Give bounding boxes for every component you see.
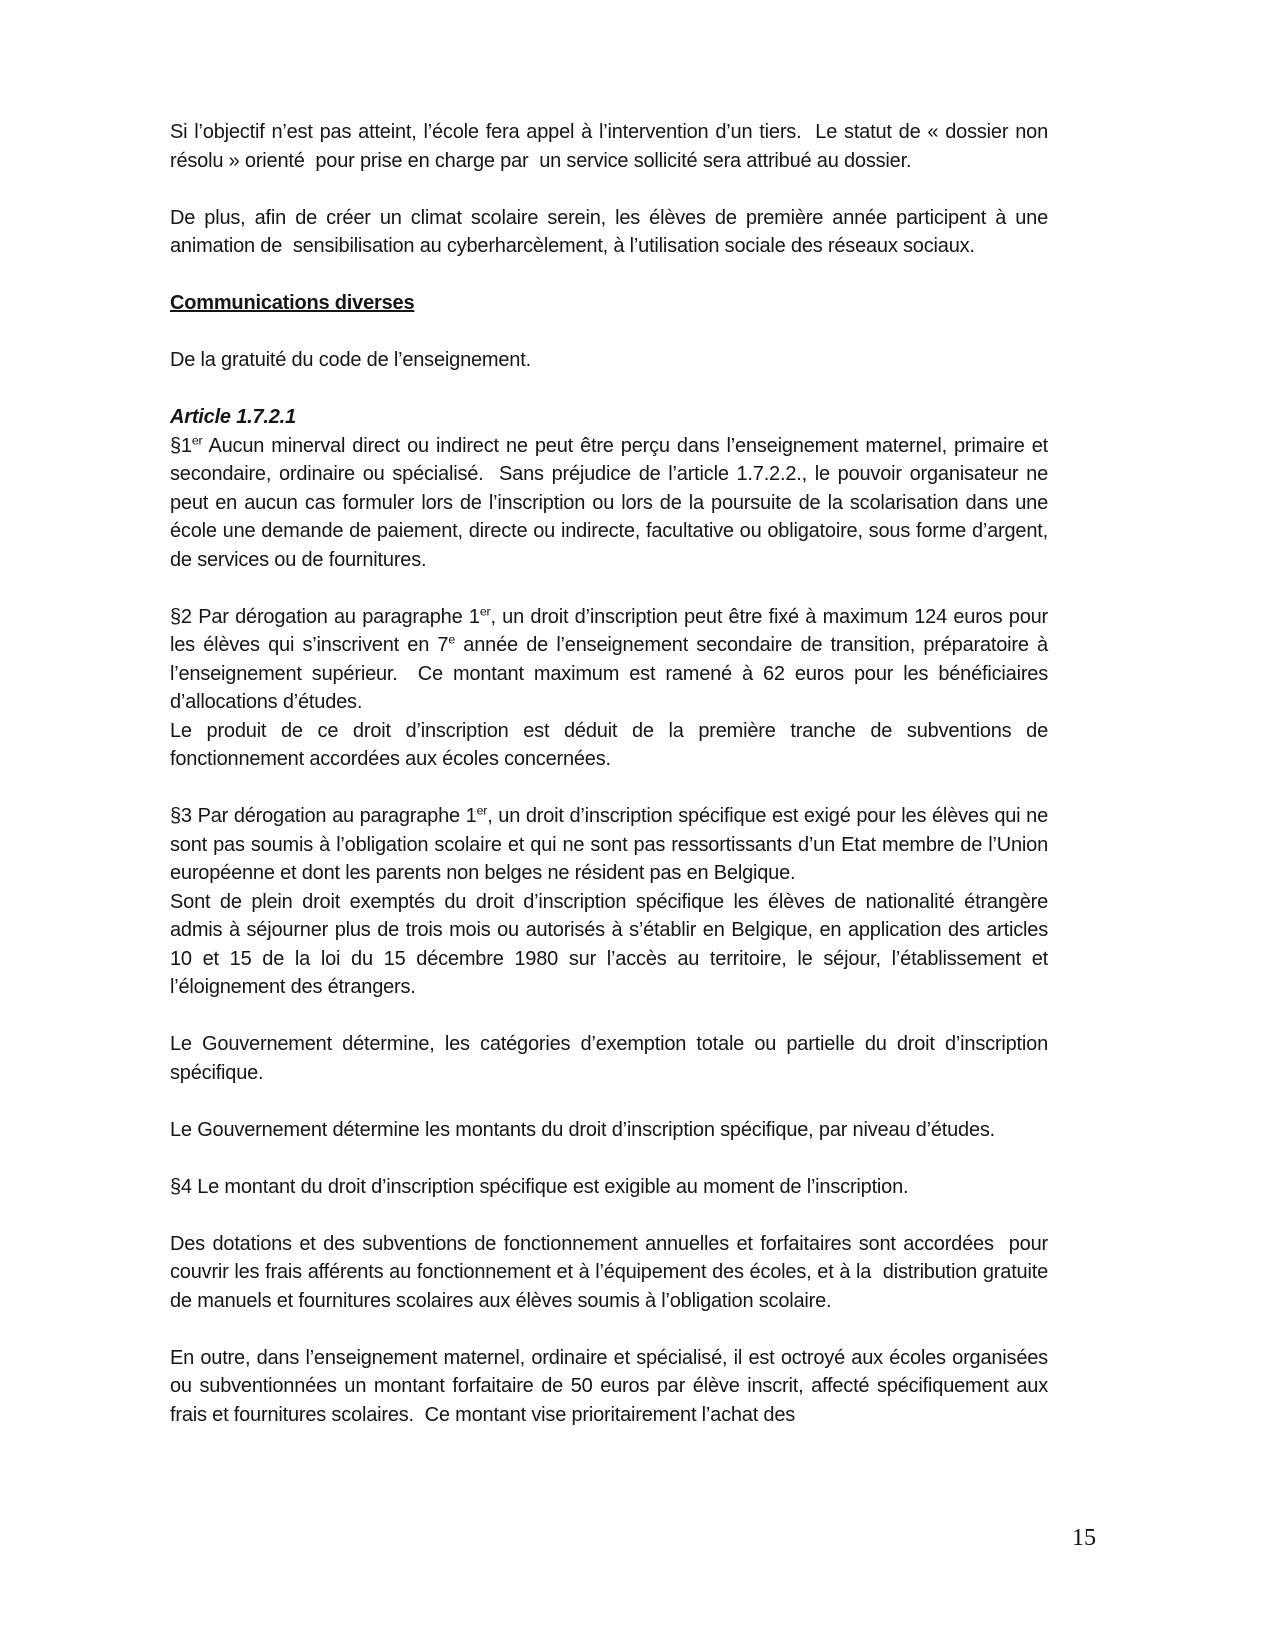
text-run: §2 Par dérogation au paragraphe 1 xyxy=(170,605,480,628)
para-s4-exigible xyxy=(170,1173,1048,1202)
text-run: §1 xyxy=(170,434,192,457)
document-body xyxy=(170,118,1054,1458)
text-run: Le produit de ce droit d’inscription est déduit de la première tranche de subventions de fonctionnement accordées aux écoles concernées. xyxy=(170,719,1054,770)
para-gratuite-code xyxy=(170,346,1048,375)
para-s2-droit-inscription xyxy=(170,603,1054,717)
superscript-text: er xyxy=(476,803,488,818)
text-run: , un droit d’inscription spécifique est exigé pour les élèves qui ne sont pas soumis à l’obligation scolaire et qui ne sont pas ressortissants d’un Etat membre de l’Union européenne et dont les parents non belges ne résident pas en Belgique. xyxy=(170,805,1054,884)
text-run: Le Gouvernement détermine, les catégories d’exemption totale ou partielle du droit d’inscription spécifique. xyxy=(170,1033,1054,1084)
heading-communications-diverses xyxy=(170,289,1048,318)
text-run: De plus, afin de créer un climat scolaire serein, les élèves de première année participent à une animation de sensibilisation au cyberharcèlement, à l’utilisation sociale des réseaux sociaux. xyxy=(170,206,1054,257)
superscript-text: e xyxy=(448,632,456,647)
para-s1-minerval xyxy=(170,432,1054,575)
para-gouvernement-categories-exemption xyxy=(170,1030,1054,1087)
text-run: Si l’objectif n’est pas atteint, l’école fera appel à l’intervention d’un tiers. Le statut de « dossier non résolu » orienté pour prise en charge par un service sollicité sera attribué au dossier. xyxy=(170,121,1054,172)
superscript-text: er xyxy=(191,432,203,447)
para-intervention-tiers xyxy=(170,118,1054,175)
text-run: Sont de plein droit exemptés du droit d’inscription spécifique les élèves de nationalité étrangère admis à séjourner plus de trois mois ou autorisés à s’établir en Belgique, en application des articles 10 et 15 de la loi du 15 décembre 1980 sur l’accès au territoire, le séjour, l’établissement et l’éloignement des étrangers. xyxy=(170,890,1054,998)
para-montant-forfaitaire-50-euros xyxy=(170,1344,1054,1430)
text-run: , un droit d’inscription peut être fixé à maximum 124 euros pour les élèves qui s’inscrivent en 7 xyxy=(170,605,1054,656)
text-run: §4 Le montant du droit d’inscription spécifique est exigible au moment de l’inscription. xyxy=(170,1175,909,1198)
text-run: année de l’enseignement secondaire de transition, préparatoire à l’enseignement supérieur. Ce montant maximum est ramené à 62 euros pour les bénéficiaires d’allocations d’études. xyxy=(170,634,1054,713)
para-produit-droit-inscription xyxy=(170,717,1054,774)
text-run: §3 Par dérogation au paragraphe 1 xyxy=(170,805,477,827)
text-run: De la gratuité du code de l’enseignement. xyxy=(170,349,531,371)
para-climat-scolaire xyxy=(170,204,1054,261)
text-run: Article 1.7.2.1 xyxy=(170,406,296,428)
text-run: Des dotations et des subventions de fonctionnement annuelles et forfaitaires sont accordées pour couvrir les frais afférents au fonctionnement et à l’équipement des écoles, et à la distribution gratuite de manuels et fournitures scolaires aux élèves soumis à l’obligation scolaire. xyxy=(170,1232,1054,1312)
page-number: 15 xyxy=(1072,1525,1096,1551)
article-heading-1-7-2-1 xyxy=(170,403,1048,432)
para-s3-droit-specifique xyxy=(170,802,1054,888)
para-gouvernement-montants xyxy=(170,1116,1048,1145)
para-exemption-plein-droit xyxy=(170,888,1054,1002)
text-run: Le Gouvernement détermine les montants du droit d’inscription spécifique, par niveau d’études. xyxy=(170,1118,996,1141)
text-run: Aucun minerval direct ou indirect ne peut être perçu dans l’enseignement maternel, primaire et secondaire, ordinaire ou spécialisé. Sans préjudice de l’article 1.7.2.2., le pouvoir organisateur ne peut en aucun cas formuler lors de l’inscription ou lors de la poursuite de la scolarisation dans une école une demande de paiement, directe ou indirecte, facultative ou obligatoire, sous forme d’argent, de services ou de fournitures. xyxy=(170,434,1054,571)
para-dotations-subventions xyxy=(170,1230,1054,1316)
superscript-text: er xyxy=(479,603,491,618)
text-run: Communications diverses xyxy=(170,292,415,314)
text-run: En outre, dans l’enseignement maternel, ordinaire et spécialisé, il est octroyé aux écoles organisées ou subventionnées un montant forfaitaire de 50 euros par élève inscrit, affecté spécifiquement aux frais et fournitures scolaires. Ce montant vise prioritairement l’achat des xyxy=(170,1346,1054,1426)
